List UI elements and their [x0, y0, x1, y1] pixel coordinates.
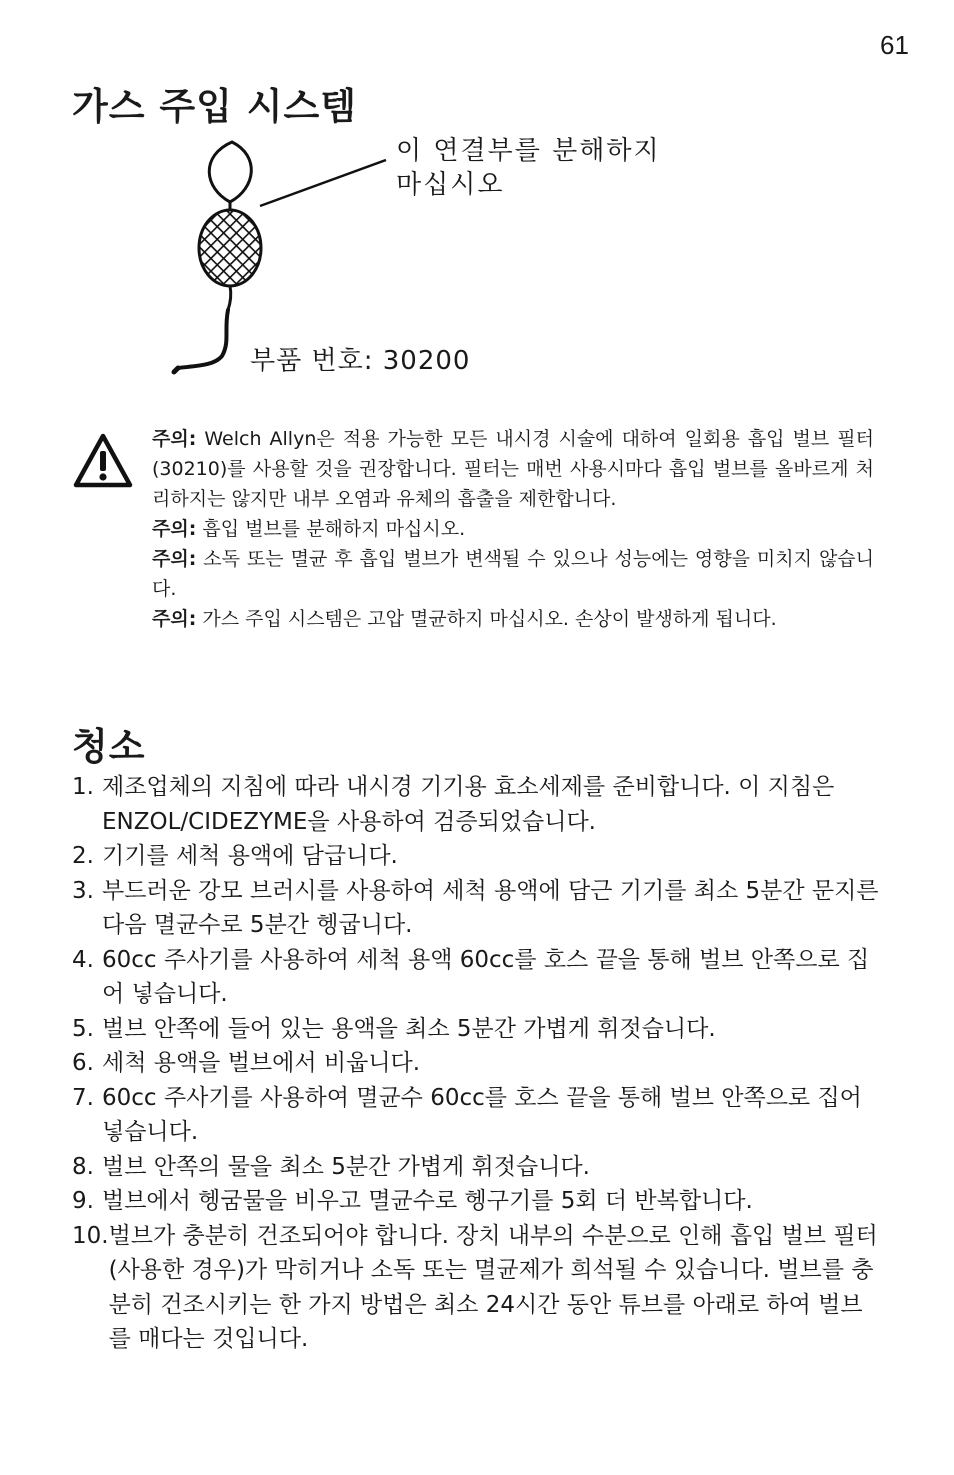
list-item [72, 1012, 882, 1047]
step-number: 1. [72, 774, 94, 800]
step-text: 기기를 세척 용액에 담급니다. [102, 843, 398, 869]
step-number: 4. [72, 946, 94, 973]
bulb-tube [178, 310, 228, 368]
step-number: 2. [72, 843, 94, 869]
bulb-upper-loop [209, 142, 251, 202]
list-item [72, 839, 882, 874]
caution-text: 가스 주입 시스템은 고압 멸균하지 마십시오. 손상이 발생하게 됩니다. [196, 608, 777, 630]
step-text: 부드러운 강모 브러시를 사용하여 세척 용액에 담근 기기를 최소 5분간 문지른 다음 멸균수로 5분간 헹굽니다. [102, 877, 879, 938]
list-item [72, 1150, 882, 1185]
caution-text: Welch Allyn은 적용 가능한 모든 내시경 시술에 대하여 일회용 흡입 벌브 필터(30210)를 사용할 것을 권장합니다. 필터는 매번 사용시마다 흡입 벌브를 올바르게 처리하지는 않지만 내부 오염과 유체의 흡출을 제한합니다. [152, 428, 874, 510]
caution-label: 주의: [152, 518, 197, 540]
step-text: 제조업체의 지침에 따라 내시경 기기용 효소세제를 준비합니다. 이 지침은 ENZOL/CIDEZYME을 사용하여 검증되었습니다. [102, 774, 835, 835]
step-number: 3. [72, 877, 94, 904]
caution-item [152, 514, 874, 544]
list-item [72, 1184, 882, 1219]
step-text: 벌브가 충분히 건조되어야 합니다. 장치 내부의 수분으로 인해 흡입 벌브 필터(사용한 경우)가 막히거나 소독 또는 멸균제가 희석될 수 있습니다. 벌브를 충분히 건조시키는 한 가지 방법은 최소 24시간 동안 튜브를 아래로 하여 벌브를 매다는 것입니다. [108, 1222, 878, 1352]
caution-text: 소독 또는 멸균 후 흡입 벌브가 변색될 수 있으나 성능에는 영향을 미치지 않습니다. [152, 548, 874, 600]
list-item [72, 943, 882, 1012]
caution-text: 흡입 벌브를 분해하지 마십시오. [196, 518, 466, 540]
step-text: 벌브에서 헹굼물을 비우고 멸균수로 헹구기를 5회 더 반복합니다. [102, 1188, 753, 1214]
step-text: 벌브 안쪽의 물을 최소 5분간 가볍게 휘젓습니다. [102, 1153, 590, 1180]
callout-line-2: 마십시오 [396, 170, 505, 200]
list-item [72, 1046, 882, 1081]
step-number: 9. [72, 1188, 94, 1214]
step-number: 6. [72, 1050, 94, 1076]
caution-list [152, 424, 874, 634]
page-number: 61 [880, 30, 909, 60]
bulb-mesh [199, 210, 261, 286]
callout-leader-line [260, 160, 386, 206]
step-number: 5. [72, 1015, 94, 1042]
step-number: 8. [72, 1153, 94, 1180]
step-text: 벌브 안쪽에 들어 있는 용액을 최소 5분간 가볍게 휘젓습니다. [102, 1015, 716, 1042]
step-text: 세척 용액을 벌브에서 비웁니다. [102, 1050, 421, 1076]
list-item [72, 770, 882, 839]
caution-item [152, 544, 874, 604]
caution-label: 주의: [152, 608, 197, 630]
caution-item [152, 424, 874, 514]
step-text: 60cc 주사기를 사용하여 세척 용액 60cc를 호스 끝을 통해 벌브 안쪽으로 집어 넣습니다. [102, 946, 870, 1007]
step-text: 60cc 주사기를 사용하여 멸균수 60cc를 호스 끝을 통해 벌브 안쪽으로 집어 넣습니다. [102, 1084, 862, 1145]
caution-item [152, 604, 874, 634]
step-number: 7. [72, 1084, 94, 1111]
caution-label: 주의: [152, 548, 197, 570]
callout-line-1: 이 연결부를 분해하지 [396, 136, 661, 166]
section-title-cleaning: 청소 [72, 725, 146, 768]
list-item [72, 1219, 882, 1357]
list-item [72, 874, 882, 943]
list-item [72, 1081, 882, 1150]
section-title-gas-insufflation: 가스 주입 시스템 [72, 85, 357, 128]
callout-text [396, 134, 661, 202]
part-number: 부품 번호: 30200 [250, 346, 471, 376]
step-number: 10. [72, 1222, 109, 1249]
warning-triangle-icon [72, 432, 134, 490]
caution-label: 주의: [152, 428, 197, 450]
cleaning-steps [72, 770, 882, 1357]
